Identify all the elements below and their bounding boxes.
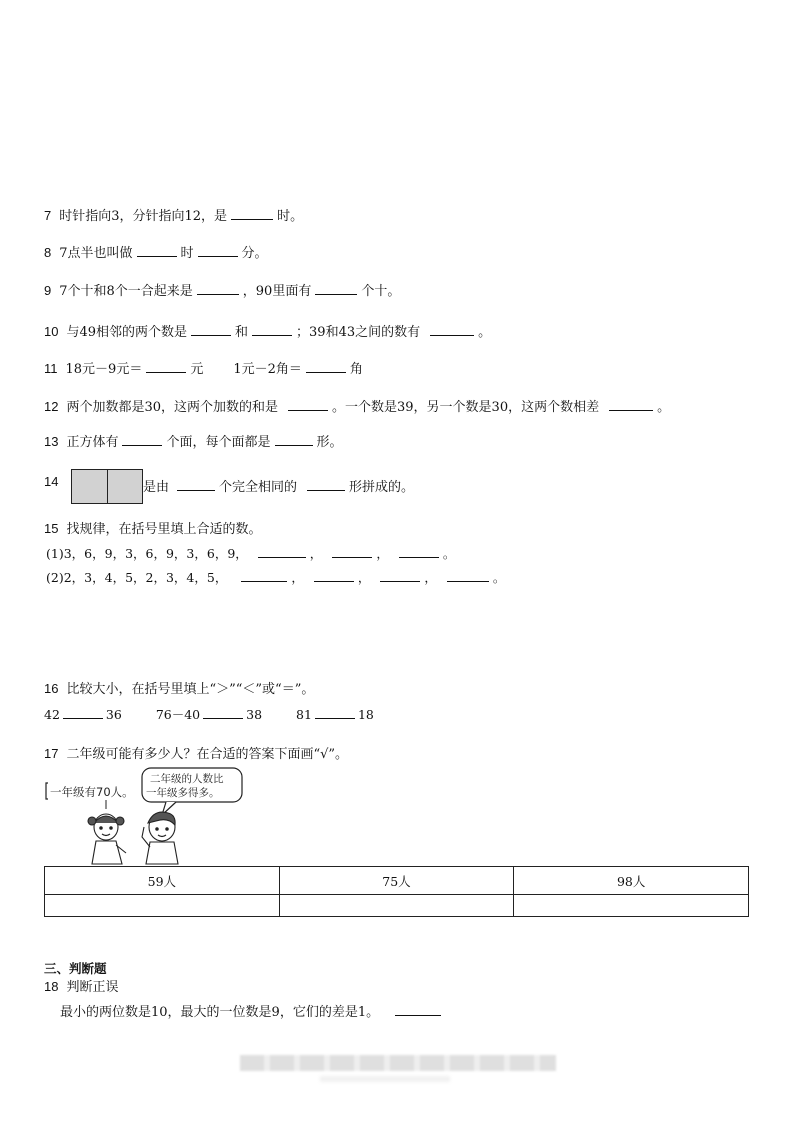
answer-blank[interactable] <box>137 244 177 257</box>
option-98: 98人 <box>514 867 749 895</box>
question-text: 。一个数是39，另一个数是30，这两个数相差 <box>332 400 600 415</box>
answer-blank[interactable] <box>177 478 215 491</box>
question-number: 16 <box>44 681 59 696</box>
question-text: 个十。 <box>361 284 401 299</box>
statement-text: 最小的两位数是10，最大的一位数是9，它们的差是1。 <box>60 1005 380 1020</box>
answer-blank[interactable] <box>252 323 292 336</box>
question-9 <box>44 282 400 300</box>
question-text: 和 <box>235 325 249 340</box>
question-text: 找规律，在括号里填上合适的数。 <box>66 522 262 537</box>
question-number: 17 <box>44 746 59 761</box>
answer-blank[interactable] <box>315 706 355 719</box>
check-cell-75[interactable] <box>279 895 514 917</box>
question-text: 是由 <box>143 480 170 495</box>
answer-blank[interactable] <box>395 1003 441 1016</box>
question-number: 10 <box>44 324 59 339</box>
blurred-footer <box>240 1055 556 1071</box>
answer-blank[interactable] <box>203 706 243 719</box>
question-text: 7个十和8个一合起来是 <box>59 284 193 299</box>
question-text: 两个加数都是30，这两个加数的和是 <box>66 400 279 415</box>
answer-blank[interactable] <box>197 282 239 295</box>
question-text: 。 <box>478 325 492 340</box>
question-text: 元 <box>190 362 204 377</box>
answer-blank[interactable] <box>63 706 103 719</box>
question-7 <box>44 207 303 225</box>
question-18-statement <box>60 1003 445 1021</box>
two-squares-figure <box>71 469 143 504</box>
question-text: 时。 <box>277 209 304 224</box>
question-number: 15 <box>44 521 59 536</box>
question-text: ，90里面有 <box>242 284 312 299</box>
sequence-text: (2)2，3，4，5，2，3，4，5， <box>46 570 228 585</box>
question-18 <box>44 979 118 996</box>
answer-blank[interactable] <box>380 569 420 582</box>
punctuation: ， <box>424 570 437 585</box>
answer-blank[interactable] <box>447 569 489 582</box>
question-17 <box>44 746 348 763</box>
question-text: 正方体有 <box>66 435 119 450</box>
answer-blank[interactable] <box>275 433 313 446</box>
question-12 <box>44 398 670 416</box>
comparison-left: 42 <box>44 707 60 722</box>
question-8 <box>44 244 268 262</box>
question-15-part-2 <box>46 569 505 586</box>
question-16 <box>44 681 314 698</box>
punctuation: ， <box>309 546 323 561</box>
question-text: 与49相邻的两个数是 <box>66 325 188 340</box>
question-text: 。 <box>657 400 671 415</box>
boy-figure <box>142 812 178 864</box>
question-14-number <box>44 474 66 491</box>
question-text: 7点半也叫做 <box>59 246 133 261</box>
answer-blank[interactable] <box>315 282 357 295</box>
question-text: 分。 <box>241 246 268 261</box>
question-15-part-1 <box>46 545 455 562</box>
question-text: 时针指向3，分针指向12，是 <box>59 209 228 224</box>
answer-blank[interactable] <box>122 433 162 446</box>
comparison-right: 36 <box>105 707 122 722</box>
question-11 <box>44 360 363 378</box>
question-text: 角 <box>349 362 363 377</box>
question-16-comparisons <box>44 706 374 723</box>
question-text: 个面，每个面都是 <box>166 435 271 450</box>
question-number: 11 <box>44 361 58 376</box>
question-text: 个完全相同的 <box>219 480 298 495</box>
boy-speech-text-1: 二年级的人数比 <box>150 773 224 785</box>
comparison-right: 38 <box>246 707 263 722</box>
question-text: 形。 <box>316 435 343 450</box>
question-13 <box>44 433 343 451</box>
boy-speech-text-2: 一年级多得多。 <box>146 787 220 799</box>
answer-blank[interactable] <box>399 545 439 558</box>
question-number: 18 <box>44 979 59 994</box>
question-15 <box>44 521 261 538</box>
answer-blank[interactable] <box>146 360 186 373</box>
question-number: 13 <box>44 434 59 449</box>
answer-blank[interactable] <box>241 569 287 582</box>
children-dialogue-illustration <box>44 765 254 865</box>
question-14 <box>143 478 414 496</box>
check-cell-59[interactable] <box>45 895 280 917</box>
girl-figure <box>88 814 126 864</box>
answer-blank[interactable] <box>231 207 273 220</box>
answer-blank[interactable] <box>258 545 306 558</box>
answer-blank[interactable] <box>198 244 238 257</box>
punctuation: 。 <box>492 570 506 585</box>
punctuation: 。 <box>442 546 456 561</box>
answer-blank[interactable] <box>314 569 354 582</box>
question-text: 形拼成的。 <box>349 480 415 495</box>
question-number: 8 <box>44 245 52 260</box>
question-text: 比较大小，在括号里填上“＞”“＜”或“＝”。 <box>66 682 315 697</box>
section-title: 三、判断题 <box>44 962 107 976</box>
question-text: 判断正误 <box>66 980 119 995</box>
blurred-footer-sub <box>320 1076 450 1082</box>
question-text: ；39和43之间的数有 <box>296 325 421 340</box>
question-number: 12 <box>44 399 59 414</box>
answer-blank[interactable] <box>430 323 474 336</box>
question-text: 18元－9元＝ <box>65 362 143 377</box>
question-number: 9 <box>44 283 52 298</box>
option-59: 59人 <box>45 867 280 895</box>
question-text: 1元－2角＝ <box>233 362 302 377</box>
answer-blank[interactable] <box>191 323 231 336</box>
girl-speech-text: 一年级有70人。 <box>50 785 134 799</box>
punctuation: ， <box>376 546 389 561</box>
answer-blank[interactable] <box>307 478 345 491</box>
answer-blank[interactable] <box>609 398 653 411</box>
question-text: 二年级可能有多少人？在合适的答案下面画“√”。 <box>66 747 349 762</box>
answer-options-table <box>44 866 749 917</box>
answer-blank[interactable] <box>288 398 328 411</box>
question-10 <box>44 323 491 341</box>
punctuation: ， <box>291 570 304 585</box>
comparison-left: 76－40 <box>155 707 201 722</box>
answer-blank[interactable] <box>332 545 372 558</box>
question-number: 7 <box>44 208 52 223</box>
answer-blank[interactable] <box>306 360 346 373</box>
comparison-right: 18 <box>357 707 374 722</box>
sequence-text: (1)3，6，9，3，6，9，3，6，9， <box>46 546 248 561</box>
comparison-left: 81 <box>296 707 312 722</box>
check-cell-98[interactable] <box>514 895 749 917</box>
question-number: 14 <box>44 474 59 489</box>
punctuation: ， <box>357 570 371 585</box>
question-text: 时 <box>180 246 194 261</box>
option-75: 75人 <box>279 867 514 895</box>
